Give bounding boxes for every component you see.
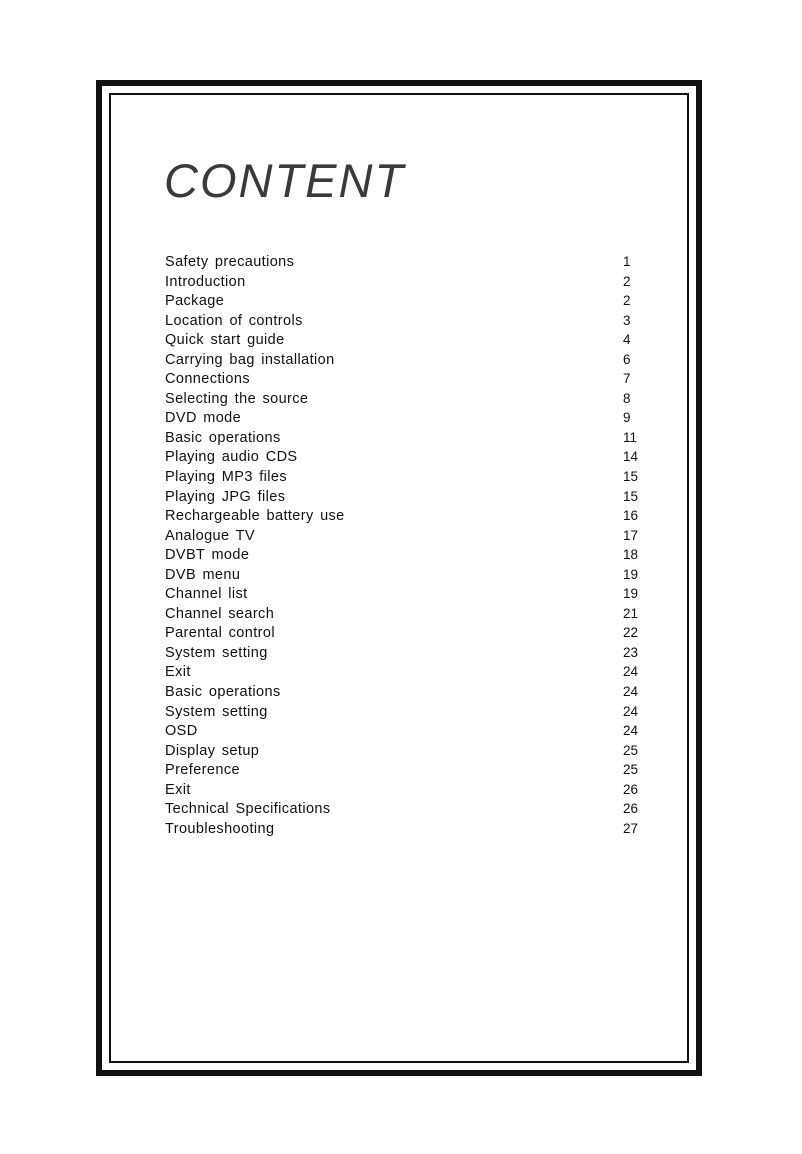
toc-entry-page-number: 14 (623, 449, 639, 465)
table-of-contents (165, 254, 641, 840)
toc-entry-page-number: 19 (623, 586, 639, 602)
toc-entry-label: System setting (165, 703, 268, 720)
toc-entry-label: Exit (165, 781, 191, 798)
toc-entry (165, 547, 641, 567)
toc-entry-page-number: 25 (623, 742, 639, 758)
toc-entry-label: Package (165, 293, 225, 310)
toc-entry-label: Carrying bag installation (165, 351, 335, 368)
toc-entry-label: Display setup (165, 742, 260, 759)
toc-entry (165, 274, 641, 294)
toc-entry-label: DVBT mode (165, 547, 250, 564)
toc-entry-page-number: 22 (623, 625, 639, 641)
page-title: CONTENT (164, 154, 406, 207)
toc-entry-page-number: 19 (623, 566, 639, 582)
toc-entry (165, 469, 641, 489)
toc-entry (165, 606, 641, 626)
toc-entry-label: Playing MP3 files (165, 469, 288, 486)
toc-entry-label: Parental control (165, 625, 275, 642)
toc-entry-label: Safety precautions (165, 254, 295, 270)
toc-entry (165, 371, 641, 391)
toc-entry (165, 704, 641, 724)
toc-entry (165, 801, 641, 821)
toc-entry (165, 352, 641, 372)
toc-entry-page-number: 23 (623, 644, 639, 660)
toc-entry-label: Channel list (165, 586, 248, 603)
toc-entry-page-number: 18 (623, 547, 639, 563)
toc-entry (165, 410, 641, 430)
toc-entry (165, 762, 641, 782)
toc-entry-label: Channel search (165, 605, 275, 622)
toc-entry-page-number: 4 (623, 332, 631, 348)
page-border-outer (96, 80, 702, 1076)
toc-entry (165, 489, 641, 509)
toc-entry-label: Basic operations (165, 429, 281, 446)
toc-entry-page-number: 15 (623, 469, 639, 485)
toc-entry (165, 430, 641, 450)
toc-entry-label: Selecting the source (165, 390, 309, 407)
toc-entry (165, 332, 641, 352)
toc-entry (165, 293, 641, 313)
toc-entry (165, 684, 641, 704)
toc-entry-page-number: 9 (623, 410, 631, 426)
toc-entry (165, 449, 641, 469)
toc-entry-label: Connections (165, 371, 251, 388)
toc-entry-page-number: 7 (623, 371, 631, 387)
toc-entry-page-number: 8 (623, 390, 631, 406)
toc-entry-label: Technical Specifications (165, 801, 331, 818)
toc-entry-page-number: 1 (623, 254, 631, 269)
toc-entry-page-number: 6 (623, 351, 631, 367)
toc-entry (165, 586, 641, 606)
toc-entry-page-number: 3 (623, 312, 631, 328)
toc-entry-page-number: 24 (623, 723, 639, 739)
toc-entry (165, 313, 641, 333)
toc-entry-page-number: 11 (623, 429, 638, 445)
toc-entry-label: OSD (165, 723, 198, 740)
toc-entry-label: Troubleshooting (165, 820, 275, 837)
toc-entry (165, 821, 641, 841)
toc-entry-label: Preference (165, 762, 240, 779)
toc-entry-page-number: 21 (623, 605, 639, 621)
toc-entry (165, 254, 641, 274)
toc-entry-label: Introduction (165, 273, 246, 290)
toc-entry-page-number: 25 (623, 762, 639, 778)
toc-entry-page-number: 2 (623, 293, 631, 309)
page-border-inner (109, 93, 689, 1063)
toc-entry (165, 645, 641, 665)
toc-entry-page-number: 2 (623, 273, 631, 289)
toc-entry-page-number: 17 (623, 527, 639, 543)
toc-entry-page-number: 26 (623, 781, 639, 797)
toc-entry (165, 664, 641, 684)
toc-entry (165, 723, 641, 743)
toc-entry-page-number: 27 (623, 820, 639, 836)
toc-entry-page-number: 15 (623, 488, 639, 504)
toc-entry-label: Basic operations (165, 684, 281, 701)
toc-entry-page-number: 24 (623, 703, 639, 719)
toc-entry-page-number: 16 (623, 508, 639, 524)
toc-entry-page-number: 26 (623, 801, 639, 817)
toc-entry (165, 508, 641, 528)
toc-entry-label: Playing JPG files (165, 488, 286, 505)
toc-entry-label: Exit (165, 664, 191, 681)
toc-entry-label: Rechargeable battery use (165, 508, 345, 525)
toc-entry-label: Location of controls (165, 312, 303, 329)
toc-entry-page-number: 24 (623, 684, 639, 700)
toc-entry (165, 743, 641, 763)
toc-entry-label: DVB menu (165, 566, 241, 583)
toc-entry-label: Quick start guide (165, 332, 285, 349)
toc-entry (165, 528, 641, 548)
toc-entry-label: DVD mode (165, 410, 242, 427)
toc-entry-page-number: 24 (623, 664, 639, 680)
toc-entry (165, 782, 641, 802)
toc-entry-label: System setting (165, 644, 268, 661)
toc-entry (165, 625, 641, 645)
toc-entry (165, 567, 641, 587)
toc-entry-label: Playing audio CDS (165, 449, 298, 466)
toc-entry (165, 391, 641, 411)
toc-entry-label: Analogue TV (165, 527, 255, 544)
